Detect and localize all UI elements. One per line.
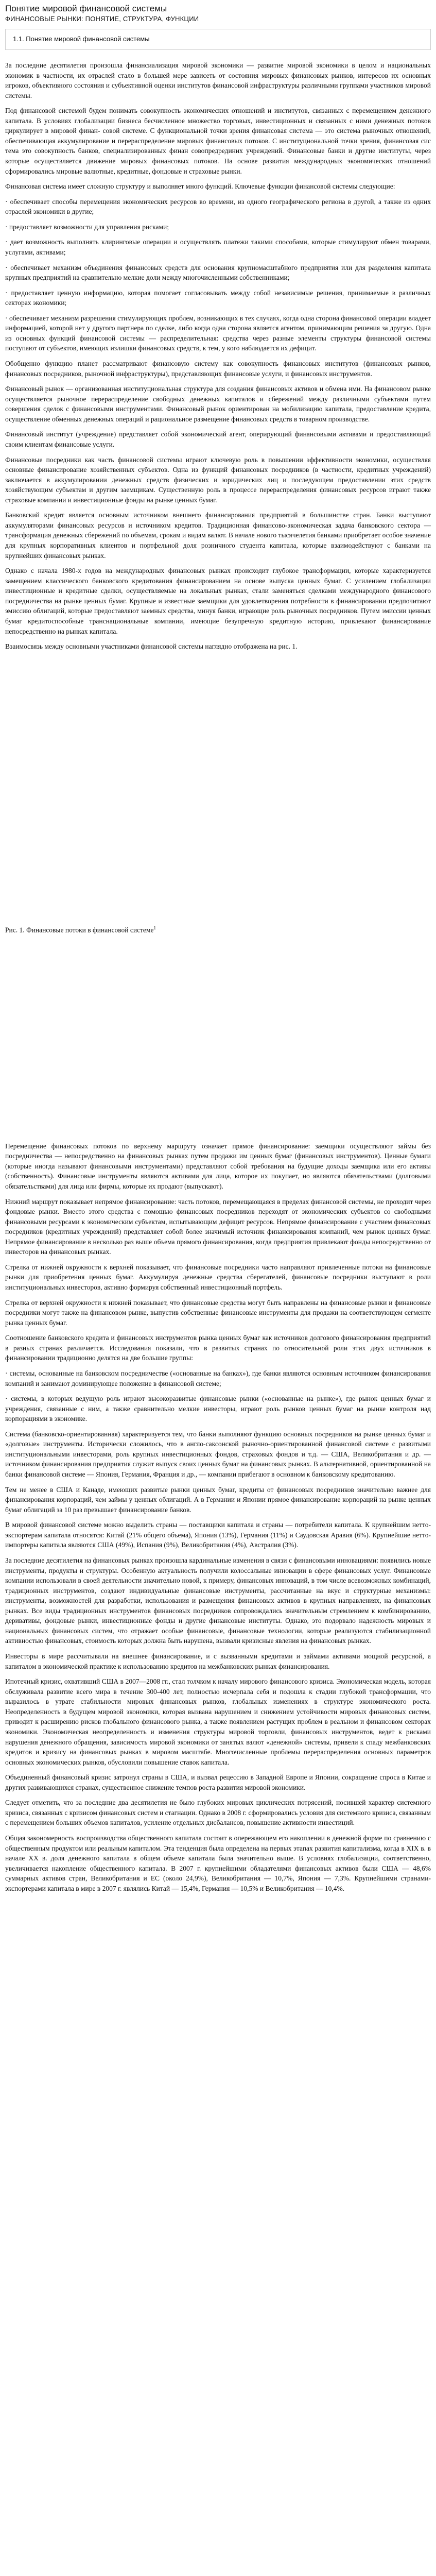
paragraph: Следует отметить, что за последние два десятилетия не было глубоких мировых циклических потрясений, носившей характер системного кризиса, связанных с кризисом финансовых систем и стагнации. Однако в 2008 г. сформировались условия для системного кризиса, связанным с перемещением больших объемов капиталов, усиление отдельных дисбалансов, повышение активности инвестиций.	[5, 1799, 431, 1827]
figure-1-placeholder	[5, 657, 431, 925]
paragraph: В мировой финансовой системе можно выделить страны — поставщики капитала и страны — потребители капитала. К крупнейшим нетто-экспортерам капитала относятся: Китай (21% общего объема), Япония (13%), Германия (11%) и Саудовская Аравия (6%). Крупнейшие нетто-импортеры капитала являются США (49%), Испания (9%), Великобритания (4%), Австралия (3%).	[5, 1521, 431, 1549]
paragraph: Тем не менее в США и Канаде, имеющих развитые рынки ценных бумаг, кредиты от финансовых посредников значительно важнее для финансирования корпораций, чем займы у ценных облигаций. А в Германии и Японии прямое финансирование корпораций на рынке ценных бумаг облигаций за 10 раз превышает финансирование банков.	[5, 1485, 431, 1514]
figure-caption-text: Рис. 1. Финансовые потоки в финансовой системе	[5, 926, 154, 934]
paragraph: Соотношение банковского кредита и финансовых инструментов рынка ценных бумаг как источников долгового финансирования предприятий в разных странах различается. Исследования показали, что в развитых странах по относительной роли этих двух источников в финансировании традиционно делятся на две большие группы:	[5, 1334, 431, 1362]
paragraph: Взаимосвязь между основными участниками финансовой системы наглядно отображена на рис. 1.	[5, 642, 298, 651]
paragraph: · обеспечивает механизм объединения финансовых средств для основания крупномасштабного предприятия или для разделения капитала крупных предприятий на сравнительно мелкие доли между многочисленными собственниками;	[5, 263, 431, 282]
paragraph: Финансовый рынок — организованная институциональная структура для создания финансовых активов и обмена ими. На финансовом рынке осуществляется рыночное перераспределение свободных денежных капиталов и сбережений между различными субъектами путем совершения сделок с финансовыми инструментами. Финансовый рынок ориентирован на мобилизацию капитала, предоставление кредита, осуществление обменных денежных операций и рациональное размещение финансовых средств в товарном производстве.	[5, 385, 431, 423]
paragraph: Система (банковско-ориентированная) характеризуется тем, что банки выполняют функцию основных посредников на рынке ценных бумаг и «долговые» инструменты. Исторически сложилось, что в англо-саксонской рыночно-ориентированной финансовой системе с развитыми институциональными инвесторами, роль крупных инвестиционных фондов, страховых фондов и т.д. — США, Великобритания и др. — источником финансирования предприятия служит выпуск своих ценных бумаг на финансовых рынках. В альтернативной, ориентированной на банки финансовой системе — Япония, Германия, Франция и др., — компании прибегают в основном к банковскому кредитованию.	[5, 1430, 431, 1479]
paragraph: Ипотечный кризис, охвативший США в 2007—2008 гг., стал толчком к началу мирового финансового кризиса. Экономическая модель, которая обслуживала развитие всего мира в течение 300-400 лет, полностью исчерпала себя и подошла к стадии глубокой трансформации, что выразилось в утрате стабильности мировых финансовых рынков, глобальных изменениях в структуре экономического роста. Неопределенность в будущем мировой экономики, которая вызвана нарушением и снижением устойчивости мировых финансовых систем, приводит к расширению рисков глобального финансового рынка, а также появлением растущих проблем в реальном и финансовом секторах экономики. Экономическая неопределенность и изменения структуры мировой торговли, финансовых инструментов, ведет к рисками нарушения денежного обращения, зависимость мировой экономики от занятых валют «денежной» системы, привели к спаду межбанковских кредитов и кризису на финансовых рынках в мировом масштабе. Многочисленные проблемы перераспределения основных параметров основных экономических рынков, обусловили повышение ставок капитала.	[5, 1677, 431, 1766]
toc-link-1-1[interactable]: 1.1. Понятие мировой финансовой системы	[13, 35, 150, 43]
paragraph: За последние десятилетия на финансовых рынках произошла кардинальные изменения в связи с финансовыми инновациями: появились новые инструменты, продукты и структуры. Особенную актуальность получили колоссальные инновации в сфере финансовых услуг. Финансовые компании использовали в своей деятельности значительно новой, к примеру, финансовых инноваций, в том числе всевозможных комбинаций, традиционных инструментов, создают индивидуальные финансовые инструменты, рассчитанные на вкус и структурные механизмы: инструменты, возможностей для разработки, использования и размещения финансовых активов в крупных направлениях, на финансовых рынках. Все виды традиционных инструментов финансовых посредников сопровождались значительным стремлением к комбинированию, деривативы, фондовые рынки, инвестиционные фонды и другие финансовые институты. Однако, это подорвало надежность мировых и национальных финансовых систем, что отражает особые финансовые, финансовые технологии, которые реализуются стабилизационной активностью финансовых, стоимость которых должна быть нарушена, вызвали кризисные явления на финансовых рынках.	[5, 1556, 431, 1645]
paragraph: · обеспечивает способы перемещения экономических ресурсов во времени, из одного географического региона в другой, а также из одних отраслей экономики в другие;	[5, 197, 431, 216]
paragraph: Финансовые посредники как часть финансовой системы играют ключевую роль в повышении эффективности экономики, осуществляя основные финансирование хозяйственных субъектов. Одна из функций финансовых посредников (в частности, кредитных учреждений) заключается в аккумулировании денежных средств физических и юридических лиц и последующем предоставлении этих средств хозяйствующим субъектам и другим заемщикам. Существенную роль в процессе перераспределения финансовых ресурсов играют также страховые компании и инвестиционные фонды на рынке ценных бумаг.	[5, 455, 431, 504]
paragraph: · предоставляет ценную информацию, которая помогает согласовывать между собой независимые решения, принимаемые в различных секторах экономики;	[5, 289, 431, 307]
page-subtitle: ФИНАНСОВЫЕ РЫНКИ: ПОНЯТИЕ, СТРУКТУРА, ФУНКЦИИ	[5, 15, 199, 23]
paragraph: · системы, в которых ведущую роль играют высокоразвитые финансовые рынки («основанные на рынке»), где рынок ценных бумаг и учреждения, связанные с ним, а также сравнительно мелкие инвесторы, играют роль рынков ценных бумаг на рынке контроля над корпорациями в экономике.	[5, 1395, 431, 1423]
paragraph: Финансовая система имеет сложную структуру и выполняет много функций. Ключевые функции финансовой системы следующие:	[5, 182, 395, 191]
paragraph: Однако с начала 1980-х годов на международных финансовых рынках происходит глубокое трансформации, которые характеризуется замещением классического банковского кредитования финансированием на основе выпуска ценных бумаг. С усилением глобализации инвестиционные и кредитные сделки, осуществляемые на локальных рынках, стали заменяться сделками международного финансового посредничества на рынке ценных бумаг. Крупные и известные заемщики для удовлетворения потребности в финансировании предпочитают эмиссию облигаций, которые предоставляют заемных средства, минуя банки, играющие роль рыночных посредников. Путем эмиссии ценных бумаг кредитоспособные транснациональные компании, имеющие безупречную кредитную историю, привлекают финансирование непосредственно на рынках капитала.	[5, 567, 431, 635]
paragraph: За последние десятилетия произошла финансиализация мировой экономики — развитие мировой экономики в целом и национальных экономик в частности, их отраслей стало в большей мере зависеть от состояния мировых финансовых рынков, интересов их основных игроков, объективного состояния и субъективной оценки институтов финансовой инфраструктуры различными группами участников мировой системы.	[5, 61, 431, 99]
paragraph: Общая закономерность воспроизводства общественного капитала состоит в опережающем его накоплении в денежной форме по сравнению с общественным продуктом или реальным капиталом. Эта тенденция была определена на первых этапах развития капитализма, когда в XIX в. в начале XX в. доля денежного капитала в общем объеме капитала была значительно выше. В условиях глобализации, соответственно, увеличивается накопление общественного капитала. В 2007 г. крупнейшими обладателями финансовых активов были США — 48,6% суммарных активов стран, Великобритания и ЕС (около 24,9%), Великобритания — 10,7%, Япония — 7,3%. Крупнейшими странами-экспортерами капитала в мире в 2007 г. являлись Китай — 15,4%, Германия — 10,5% и Великобритания — 10,4%.	[5, 1834, 431, 1892]
paragraphs-before-figure	[5, 60, 431, 652]
paragraph: · обеспечивает механизм разрешения стимулирующих проблем, возникающих в тех случаях, когда одна сторона финансовой операции владеет информацией, которой нет у другого партнера по сделке, либо когда одна сторона является агентом, принимающим решения за другую. Одна из основных функций финансовой системы — распределительная: средства через разные элементы структуры финансовой системы поступают от субъектов, имеющих излишки финансовых средств, к тем, у кого наблюдается их дефицит.	[5, 314, 431, 352]
table-of-contents	[5, 29, 431, 50]
paragraph: · дает возможность выполнять клиринговые операции и осуществлять платежи такими способами, которые стимулируют обмен товарами, услугами, активами;	[5, 238, 431, 256]
paragraph: Перемещение финансовых потоков по верхнему маршруту означает прямое финансирование: заемщики осуществляют займы без посредничества — непосредственно на финансовых рынках путем продажи им ценных бумаг (финансовых инструментов). Ценные бумаги (которые иногда называют финансовыми инструментами) представляют собой требования на будущие доходы заемщика или его активы (собственность). Финансовые инструменты являются активами для лица, которое их покупает, но являются обязательствами (долговыми обязательствами) для лица или фирмы, которые их продают (выпускают).	[5, 1142, 431, 1190]
paragraph: · системы, основанные на банковском посредничестве («основанные на банках»), где банки являются основным источником финансирования компаний и занимают доминирующее положение в финансовой системе;	[5, 1369, 431, 1387]
paragraph: Стрелка от верхней окружности к нижней показывает, что финансовые средства могут быть направлены на финансовые рынки и финансовые посредники могут также на финансовом рынке, выпустив собственные финансовые инструменты для продажи на соответствующем сегменте рынка ценных бумаг.	[5, 1298, 431, 1327]
paragraph: Под финансовой системой будем понимать совокупность экономических отношений и институтов, связанных с перемещением денежного капитала. В условиях глобализации бизнеса бесчисленное множество торговых, инвестиционных и связанных с ними денежных потоков циркулирует в мировой финан- совой системе. С функциональной точки зрения финансовая система — это система рыночных отношений, обеспечивающая аккумулирование и перераспределение мировых финансовых потоков. С институциональной точки зрения, финансовая сис тема это совокупность банков, специализированных финан совопредрединих учреждений. Финансовые банки и другие институты, через которые осуществляется движение мировых финансовых потоков. На основе развития международных экономических отношений сформировались мировые валютные, кредитные, фондовые и страховые рынки.	[5, 107, 431, 175]
paragraph: Инвесторы в мире рассчитывали на внешнее финансирование, и с вызванными кредитами и займами активами мощной ресурсной, а капиталом в экономической практике к использованию кредитов на межбанковских рынках финансирования.	[5, 1652, 431, 1670]
figure-caption-footnote-ref[interactable]: 1	[153, 925, 156, 930]
paragraphs-after-figure	[5, 1141, 431, 1894]
paragraph: Финансовый институт (учреждение) представляет собой экономический агент, оперирующий финансовыми активами и предоставляющий своим клиентам финансовые услуги.	[5, 430, 431, 448]
figure-caption	[5, 925, 431, 935]
paragraph: Объединенный финансовый кризис затронул страны в США, и вызвал рецессию в Западной Европе и Японии, сокращение спроса в Китае и других развивающихся странах, существенное снижение темпов роста развития мировой экономики.	[5, 1773, 431, 1791]
paragraph: Банковский кредит является основным источником внешнего финансирования предприятий в большинстве стран. Банки выступают аккумуляторами финансовых ресурсов и источником кредитов. Традиционная финансово-экономическая задача банковского сектора — трансформация денежных сбережений по объемам, срокам и видам валют. В начале нового тысячелетия банками приобретает особое значение для крупных корпоративных клиентов и портфельной доля розничного студента капитала, которые взаимодействуют с банками на крупнейших финансовых рынках.	[5, 511, 431, 560]
paragraph: Обобщенно функцию планет рассматривают финансовую систему как совокупность финансовых институтов (финансовых рынков, финансовых посредников, рыночной инфраструктуры), представляющих финансовые услуги, и финансовых инструментов.	[5, 360, 431, 378]
paragraph: Нижний маршрут показывает непрямое финансирование: часть потоков, перемещающаяся в пределах финансовой системы, не проходит через фондовые рынки. Вместо этого средства с помощью финансовых посредников переходят от экономических субъектов со свободными финансовыми ресурсами к экономическим субъектам, испытывающим дефицит ресурсов. Непрямое финансирование с участием финансовых посредников (кредитных учреждений) представляет собой более значимый источник финансирования компаний, чем рынок ценных бумаг. Непрямое финансирование в несколько раз выше объема прямого финансирования, когда предприятия привлекают фонды непосредственно от инвесторов на финансовых рынках.	[5, 1197, 431, 1256]
paragraph: Стрелка от нижней окружности к верхней показывает, что финансовые посредники часто направляют привлеченные потоки на финансовые рынки для приобретения ценных бумаг. Аккумулируя денежные средства сберегателей, финансовые посредники выступают в роли институциональных инвесторов, активно формируя собственный инвестиционный портфель.	[5, 1263, 431, 1292]
paragraph: · предоставляет возможности для управления рисками;	[5, 223, 169, 231]
page-title: Понятие мировой финансовой системы	[5, 4, 167, 13]
section-body	[5, 60, 431, 1893]
